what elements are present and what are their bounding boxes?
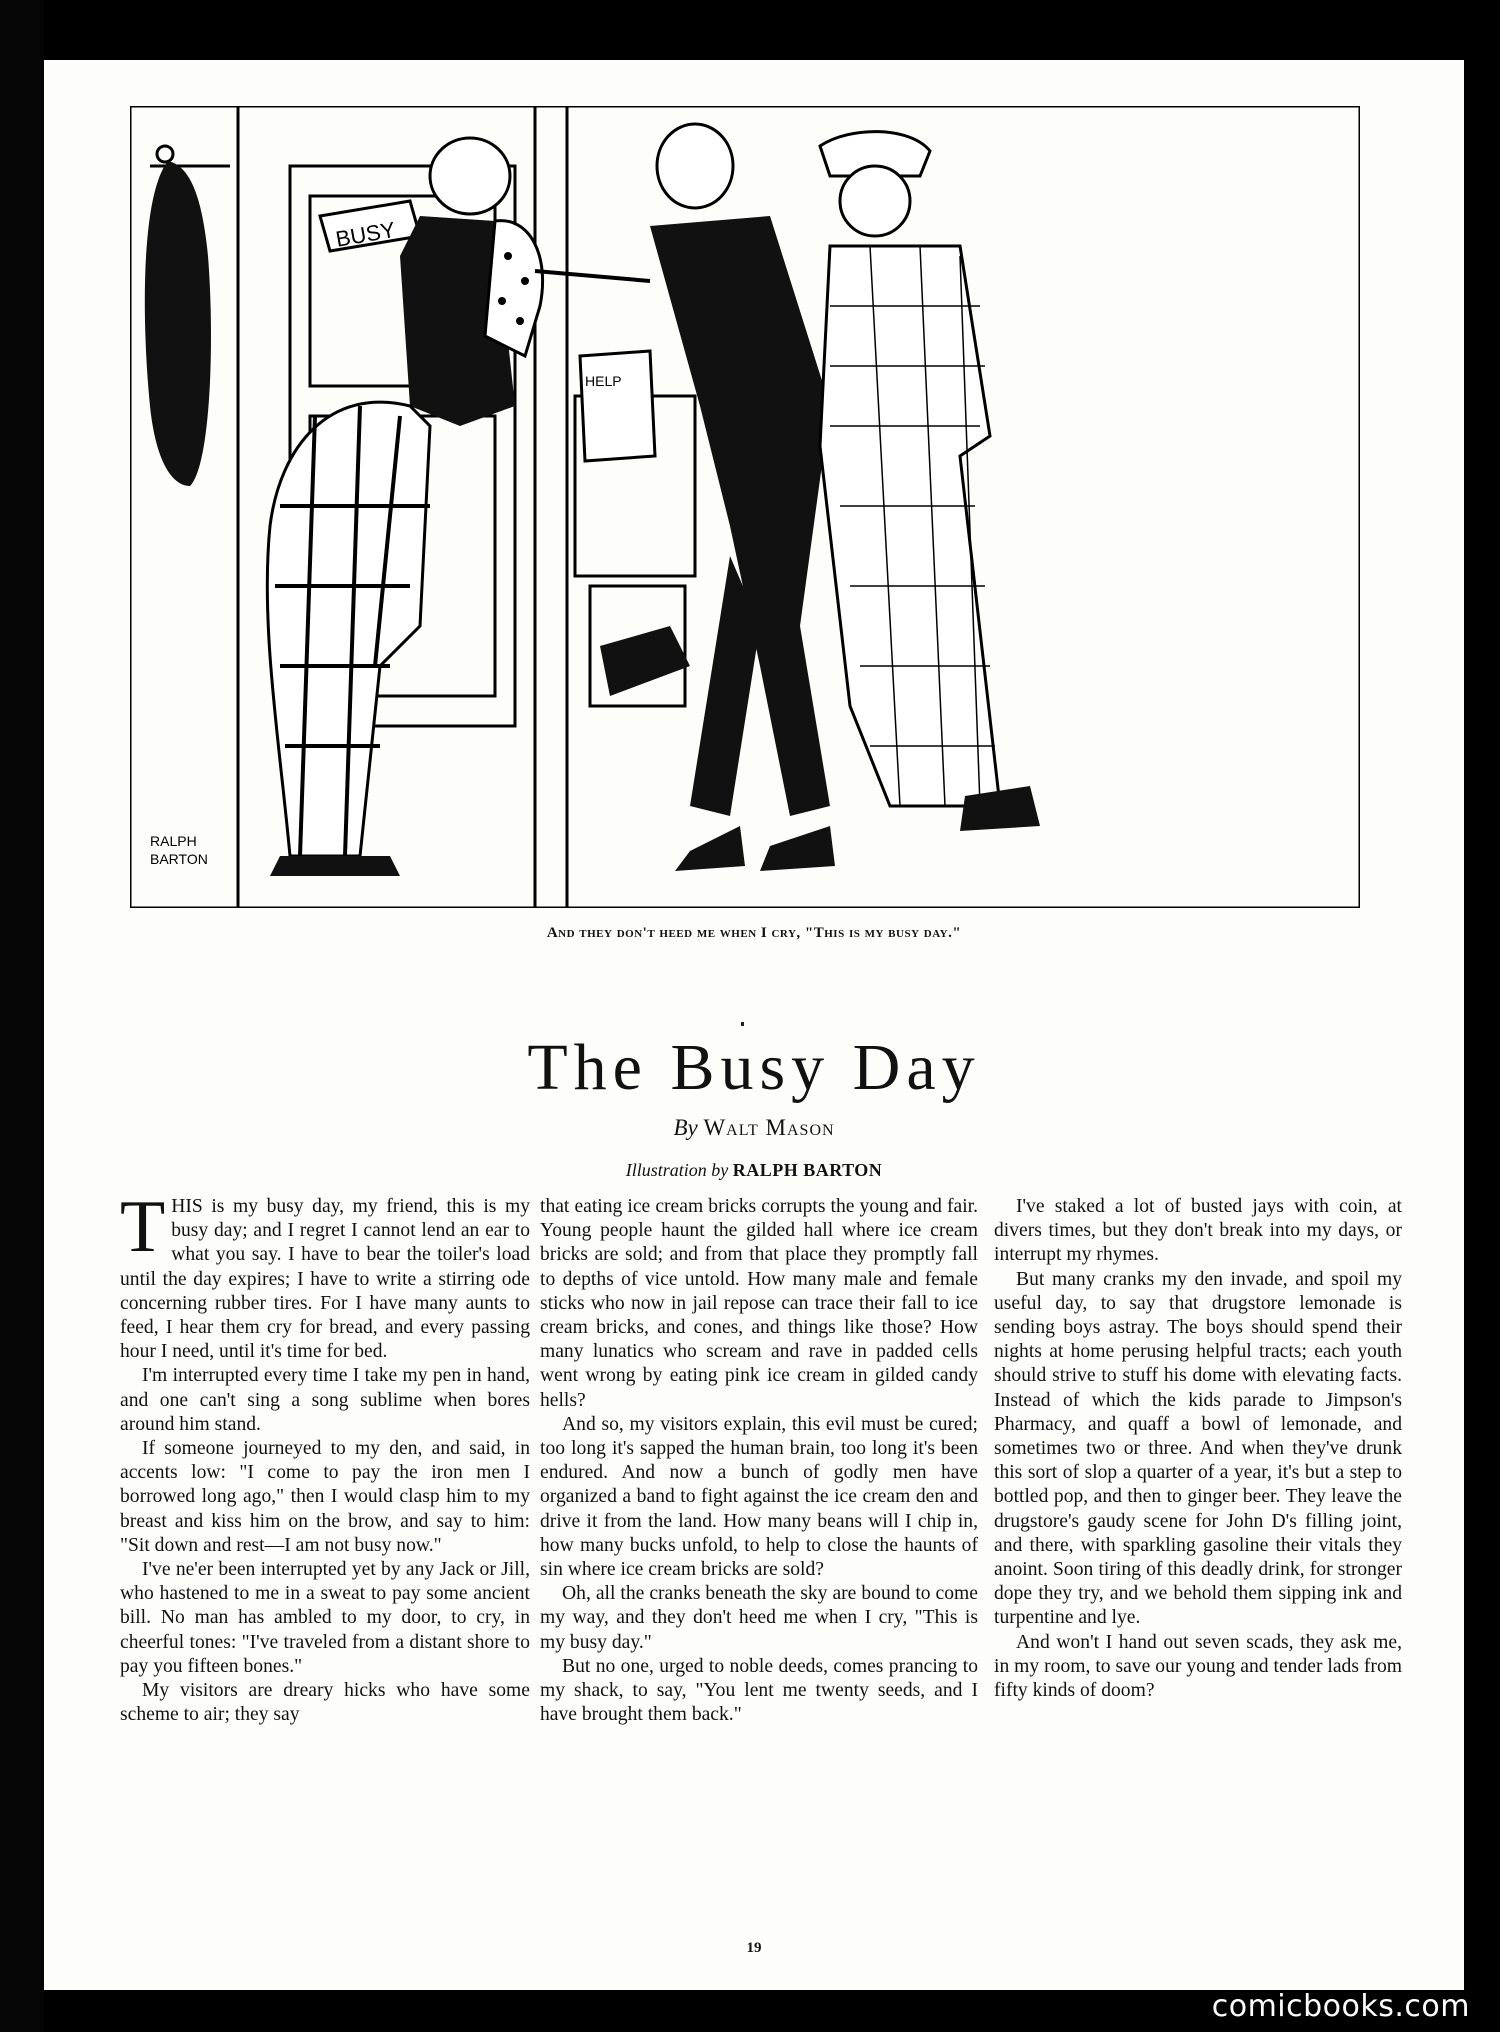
text-column-1 (120, 1186, 530, 1727)
artist-signature (150, 833, 208, 867)
busy-sign-text: BUSY (333, 216, 398, 252)
paragraph (120, 1186, 530, 1364)
paragraph: If someone journeyed to my den, and said, in accents low: "I come to pay the iron men I borrowed long ago," then I would clasp him to my breast and kiss him on the brow, and say to him: "Sit down and rest—I am not busy now." (120, 1438, 530, 1556)
paragraph: I've staked a lot of busted jays with coin, at divers times, but they don't break into my days, or interrupt my rhymes. (994, 1196, 1402, 1266)
page-number: 19 (746, 1940, 762, 1956)
paragraph: I'm interrupted every time I take my pen in hand, and one can't sing a song sublime when bores around him stand. (120, 1365, 530, 1435)
text-column-3 (994, 1195, 1402, 1703)
illustration-credit (44, 1160, 1464, 1181)
byline (44, 1115, 1464, 1141)
coat-icon (145, 146, 230, 486)
byline-prefix: By (673, 1115, 698, 1140)
author-name: Walt Mason (703, 1115, 835, 1140)
busy-man-figure (267, 138, 650, 876)
illustration-caption: And they don't heed me when I cry, "This is my busy day." (546, 925, 962, 941)
paragraph: But many cranks my den invade, and spoil my useful day, to say that drugstore lemonade is sending boys astray. The boys should spend their nights at home perusing helpful tracts; each youth should strive to stuff his dome with elevating facts. Instead of which the kids parade to Jimpson's Pharmacy, and quaff a bowl of lemonade, and sometimes two or three. And when they've drunk this sort of slop a quarter of a year, it's but a step to bottled pop, and then to ginger beer. They leave the drugstore's gaudy scene for John D's filling joint, and there, with sparkling gasoline their vitals they anoint. Soon tiring of this deadly drink, for stronger dope they try, and we behold them sipping ink and turpentine and lye. (994, 1268, 1402, 1629)
text-column-2 (540, 1195, 978, 1727)
paragraph: And so, my visitors explain, this evil must be cured; too long it's sapped the human brain, too long it's been endured. And now a bunch of godly men have organized a band to fight against the ice cream den and drive it from the land. How many beans will I chip in, how many bucks unfold, to help to close the haunts of sin where ice cream bricks are sold? (540, 1413, 978, 1581)
paragraph: But no one, urged to noble deeds, comes prancing to my shack, to say, "You lent me twenty seeds, and I have brought them back." (540, 1655, 978, 1726)
checked-man-figure (820, 132, 1040, 831)
paragraph: My visitors are dreary hicks who have some scheme to air; they say (120, 1680, 530, 1726)
illustration-credit-prefix: Illustration by (625, 1160, 729, 1180)
paragraph: Oh, all the cranks beneath the sky are bound to come my way, and they don't heed me when I cry, "This is my busy day." (540, 1583, 978, 1653)
svg-text:RALPH: RALPH (150, 833, 197, 849)
mug-text: HELP (585, 373, 622, 389)
magazine-page (44, 60, 1464, 1990)
paragraph: that eating ice cream bricks corrupts the young and fair. Young people haunt the gilded hall where ice cream bricks are sold; and from that place they promptly fall to depths of vice untold. How many male and female sticks who now in jail repose can trace their fall to ice cream bricks, and cones, and things like those? How many lunatics who scream and rave in padded cells went wrong by eating pink ice cream in gilded candy hells? (540, 1196, 978, 1411)
opening-word: HIS (171, 1196, 203, 1217)
print-mark (741, 1022, 744, 1026)
article-title: The Busy Day (527, 1031, 981, 1104)
paragraph: And won't I hand out seven scads, they ask me, in my room, to save our young and tender lads from fifty kinds of doom? (994, 1631, 1402, 1702)
scan-border (0, 0, 44, 2032)
illustration (130, 106, 1360, 908)
reformer-figure (580, 124, 835, 871)
drop-cap: T (120, 1186, 166, 1268)
busy-sign-icon (320, 201, 420, 252)
watermark: comicbooks.com (1211, 1989, 1470, 2024)
illustrator-name: RALPH BARTON (732, 1160, 883, 1180)
svg-text:BARTON: BARTON (150, 851, 208, 867)
paragraph: I've ne'er been interrupted yet by any Jack or Jill, who hastened to me in a sweat to pay some ancient bill. No man has ambled to my door, to cry, in cheerful tones: "I've traveled from a distant shore to pay you fifteen bones." (120, 1559, 530, 1677)
paragraph-text: is my busy day, my friend, this is my busy day; and I regret I cannot lend an ear to what you say. I have to bear the toiler's load until the day expires; I have to write a stirring ode concerning rubber tires. For I have many aunts to feed, I hear them cry for bread, and every passing hour I need, until it's time for bed. (120, 1196, 530, 1363)
